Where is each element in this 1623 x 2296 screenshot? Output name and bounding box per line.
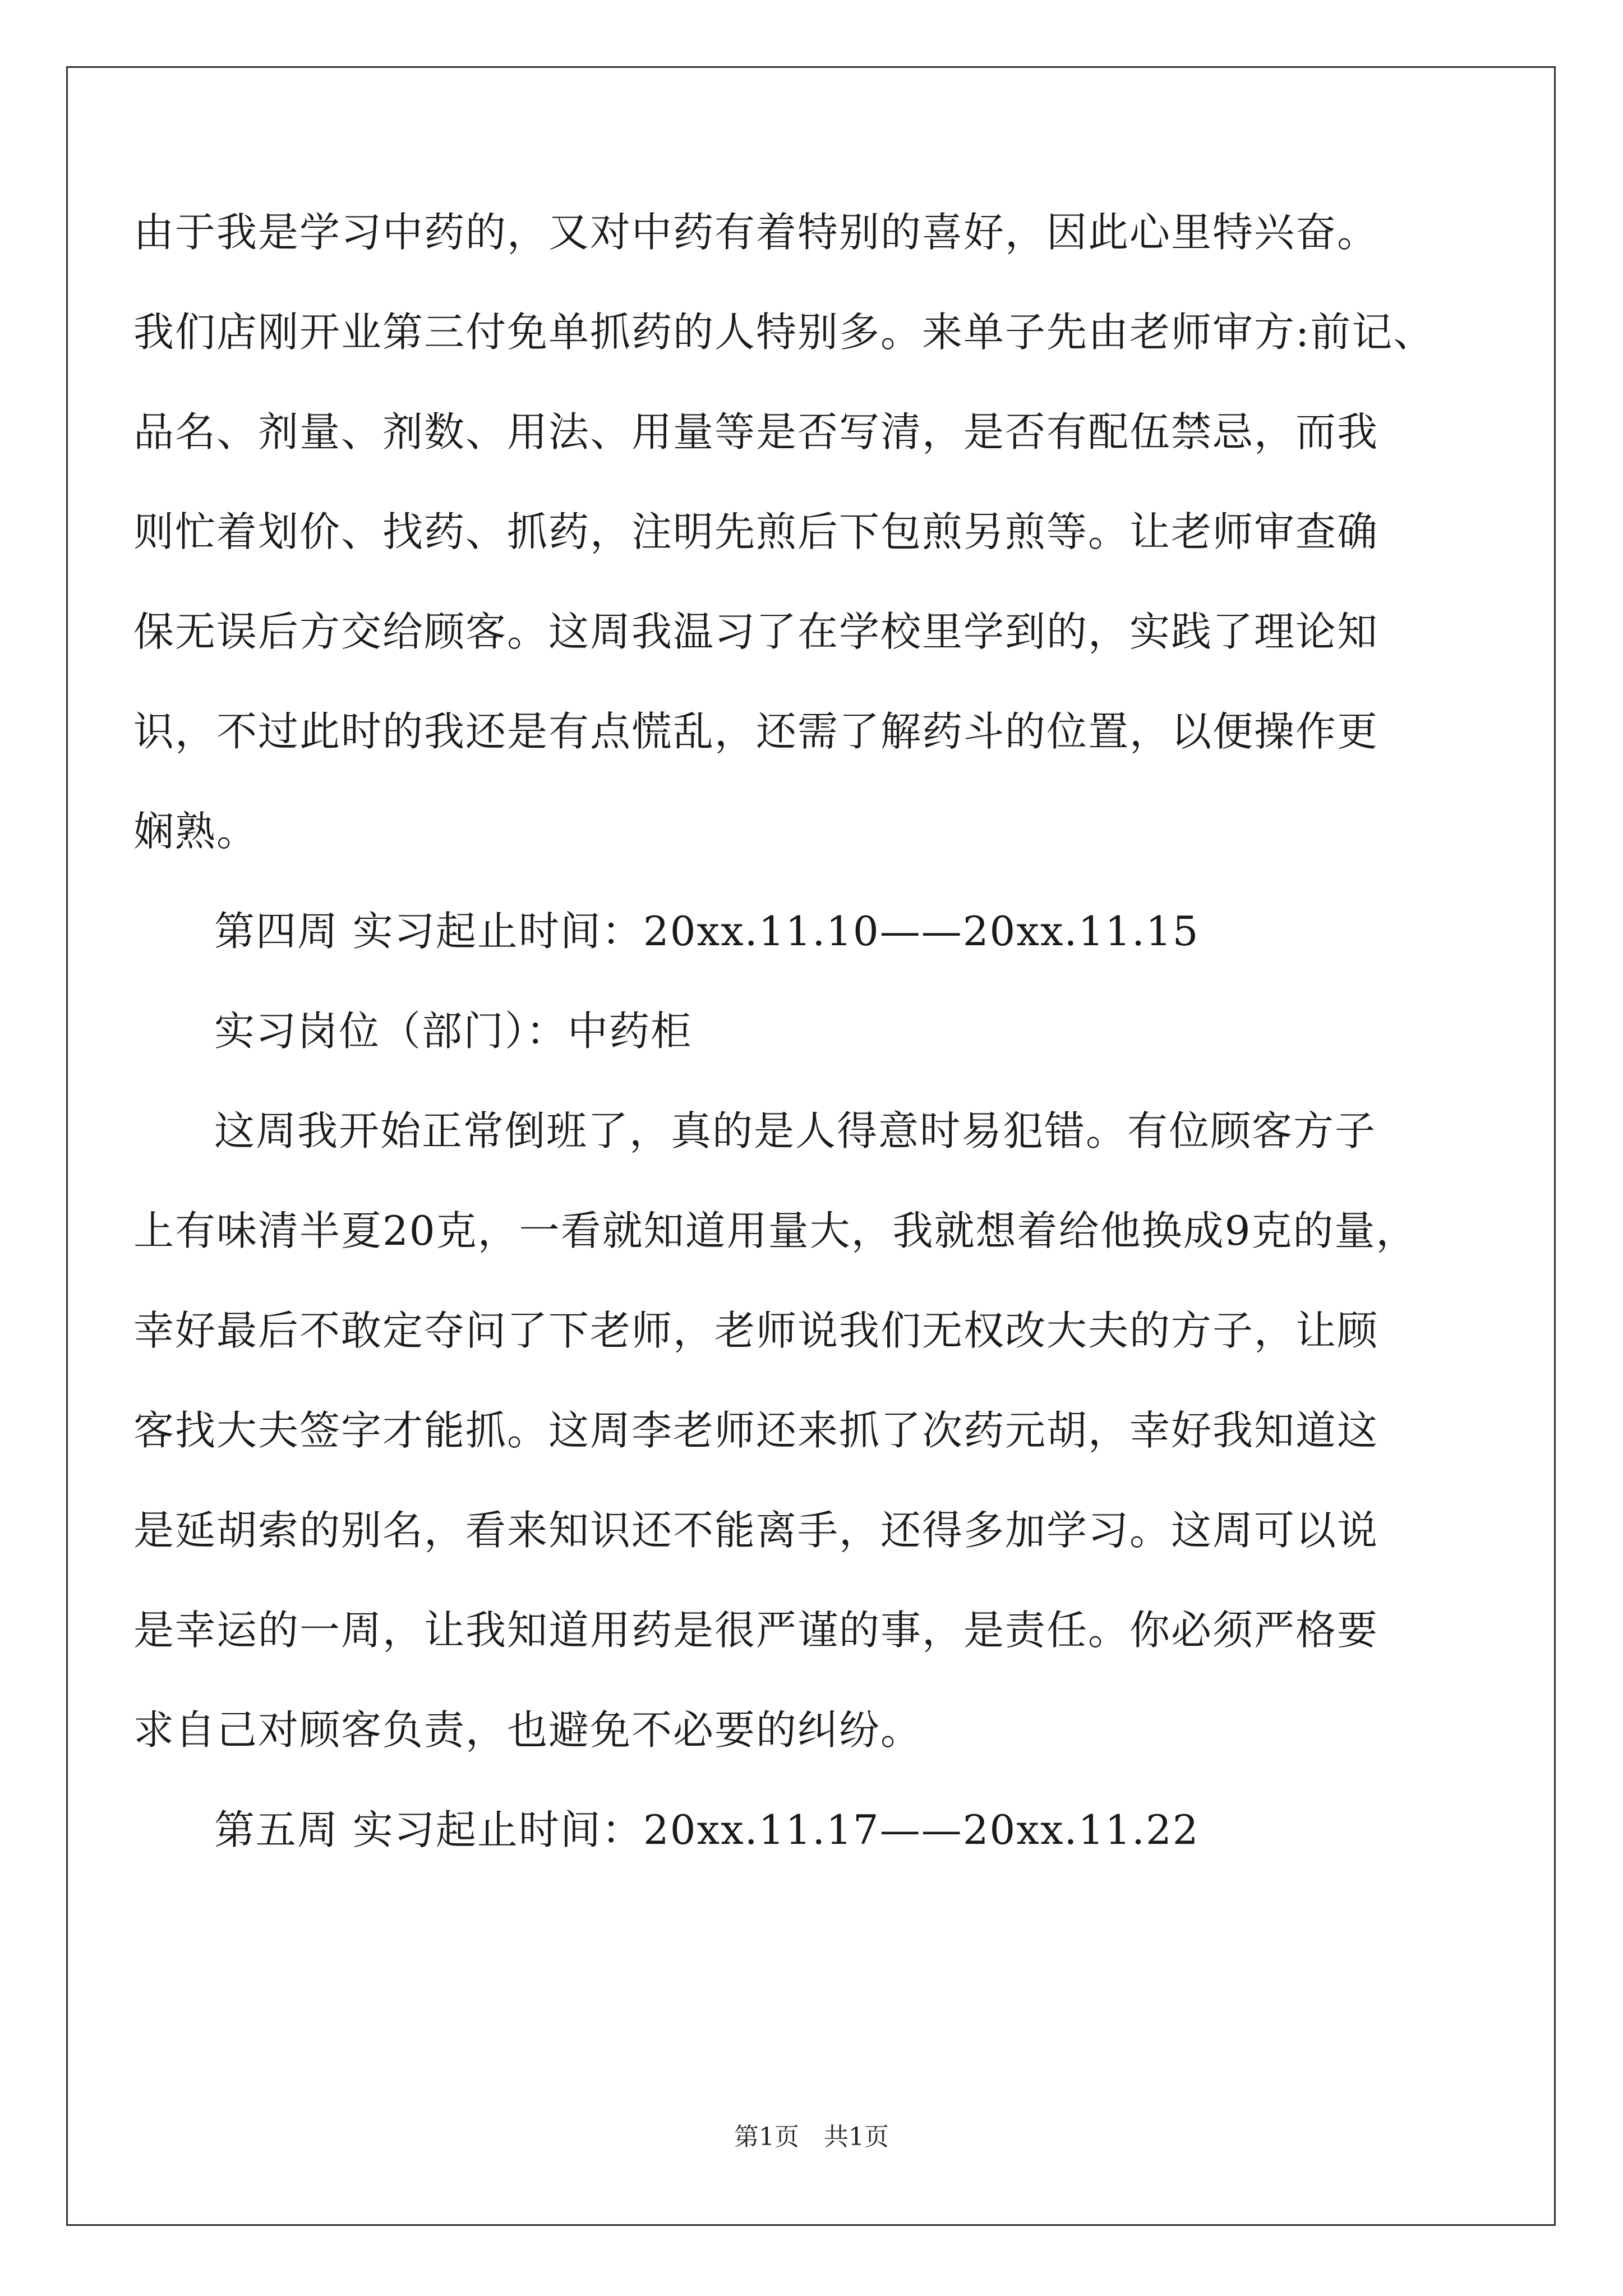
text-line: 娴熟。 <box>133 808 259 855</box>
paragraph-week-four <box>133 1081 1491 1780</box>
week-five-heading: 第五周 实习起止时间：20xx.11.17——20xx.11.22 <box>214 1806 1200 1853</box>
document-body <box>133 182 1491 1880</box>
text-line: 保无误后方交给顾客。这周我温习了在学校里学到的，实践了理论知 <box>133 608 1379 655</box>
text-line: 是延胡索的别名，看来知识还不能离手，还得多加学习。这周可以说 <box>133 1507 1379 1554</box>
text-line: 客找大夫签字才能抓。这周李老师还来抓了次药元胡，幸好我知道这 <box>133 1407 1379 1454</box>
text-line: 则忙着划价、找药、抓药，注明先煎后下包煎另煎等。让老师审查确 <box>133 508 1379 555</box>
week-four-heading: 第四周 实习起止时间：20xx.11.10——20xx.11.15 <box>214 908 1200 955</box>
page-footer: 第1页 共1页 <box>734 2123 889 2151</box>
text-line: 上有味清半夏20克，一看就知道用量大，我就想着给他换成9克的量， <box>133 1207 1418 1254</box>
text-line: 求自己对顾客负责，也避免不必要的纠纷。 <box>133 1706 923 1754</box>
text-line: 幸好最后不敢定夺问了下老师，老师说我们无权改大夫的方子，让顾 <box>133 1307 1379 1354</box>
text-line: 我们店刚开业第三付免单抓药的人特别多。来单子先由老师审方:前记、 <box>133 309 1435 356</box>
paragraph-1 <box>133 182 1491 881</box>
internship-position: 实习岗位（部门）：中药柜 <box>214 1007 693 1055</box>
text-line: 这周我开始正常倒班了，真的是人得意时易犯错。有位顾客方子 <box>214 1107 1377 1154</box>
text-line: 由于我是学习中药的，又对中药有着特别的喜好，因此心里特兴奋。 <box>133 209 1379 256</box>
text-line: 识，不过此时的我还是有点慌乱，还需了解药斗的位置，以便操作更 <box>133 708 1379 755</box>
text-line: 品名、剂量、剂数、用法、用量等是否写清，是否有配伍禁忌，而我 <box>133 408 1379 455</box>
text-line: 是幸运的一周，让我知道用药是很严谨的事，是责任。你必须严格要 <box>133 1607 1379 1654</box>
